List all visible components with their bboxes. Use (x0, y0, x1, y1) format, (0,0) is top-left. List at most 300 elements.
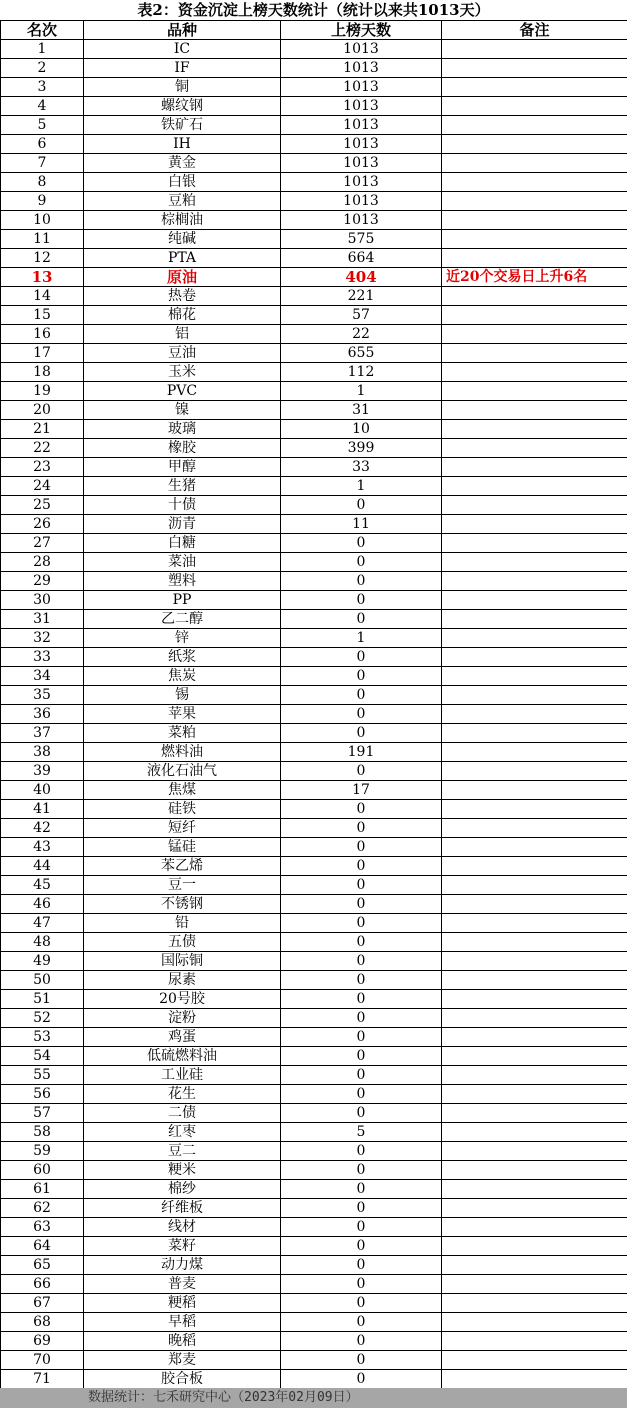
note-cell (442, 534, 627, 553)
variety-cell: 豆一 (84, 876, 281, 895)
rank-cell: 19 (1, 382, 84, 401)
days-cell: 0 (281, 1218, 442, 1237)
note-cell (442, 610, 627, 629)
variety-cell: 沥青 (84, 515, 281, 534)
rank-cell: 64 (1, 1237, 84, 1256)
rank-cell: 33 (1, 648, 84, 667)
rank-cell: 45 (1, 876, 84, 895)
table-row (1, 971, 627, 990)
rank-cell: 24 (1, 477, 84, 496)
days-cell: 31 (281, 401, 442, 420)
rank-cell: 16 (1, 325, 84, 344)
rank-cell: 57 (1, 1104, 84, 1123)
variety-cell: 橡胶 (84, 439, 281, 458)
variety-cell: 乙二醇 (84, 610, 281, 629)
days-cell: 0 (281, 1351, 442, 1370)
table-row (1, 1047, 627, 1066)
days-cell: 221 (281, 287, 442, 306)
table-row (1, 1370, 627, 1389)
table-row (1, 610, 627, 629)
note-cell (442, 629, 627, 648)
rank-cell: 58 (1, 1123, 84, 1142)
days-cell: 404 (281, 268, 442, 287)
note-cell (442, 838, 627, 857)
rank-cell: 7 (1, 154, 84, 173)
table-row (1, 667, 627, 686)
note-cell (442, 344, 627, 363)
note-cell (442, 59, 627, 78)
variety-cell: 早稻 (84, 1313, 281, 1332)
days-cell: 1013 (281, 135, 442, 154)
table-row (1, 420, 627, 439)
variety-cell: 白糖 (84, 534, 281, 553)
note-cell (442, 1294, 627, 1313)
note-cell (442, 1275, 627, 1294)
rank-cell: 70 (1, 1351, 84, 1370)
rank-cell: 4 (1, 97, 84, 116)
note-cell (442, 1066, 627, 1085)
variety-cell: 豆粕 (84, 192, 281, 211)
note-cell (442, 591, 627, 610)
note-cell (442, 192, 627, 211)
days-cell: 399 (281, 439, 442, 458)
variety-cell: 玉米 (84, 363, 281, 382)
note-cell (442, 420, 627, 439)
table-row (1, 1142, 627, 1161)
variety-cell: 尿素 (84, 971, 281, 990)
variety-cell: 豆二 (84, 1142, 281, 1161)
days-cell: 5 (281, 1123, 442, 1142)
table-row (1, 401, 627, 420)
rank-cell: 37 (1, 724, 84, 743)
note-cell (442, 572, 627, 591)
variety-cell: 生猪 (84, 477, 281, 496)
table-row (1, 515, 627, 534)
rank-cell: 25 (1, 496, 84, 515)
note-cell (442, 876, 627, 895)
days-cell: 1013 (281, 173, 442, 192)
table-row (1, 1332, 627, 1351)
variety-cell: 晚稻 (84, 1332, 281, 1351)
note-cell (442, 990, 627, 1009)
table-row (1, 553, 627, 572)
table-row (1, 1275, 627, 1294)
table-row (1, 306, 627, 325)
table-row (1, 819, 627, 838)
rank-cell: 65 (1, 1256, 84, 1275)
rank-cell: 17 (1, 344, 84, 363)
rank-cell: 1 (1, 40, 84, 59)
days-cell: 0 (281, 1294, 442, 1313)
days-cell: 1013 (281, 192, 442, 211)
table-row (1, 1161, 627, 1180)
variety-cell: 工业硅 (84, 1066, 281, 1085)
rank-cell: 44 (1, 857, 84, 876)
note-cell (442, 705, 627, 724)
note-cell (442, 762, 627, 781)
note-cell (442, 230, 627, 249)
rank-cell: 15 (1, 306, 84, 325)
rank-cell: 55 (1, 1066, 84, 1085)
rank-cell: 30 (1, 591, 84, 610)
table-row (1, 496, 627, 515)
table-row (1, 743, 627, 762)
variety-cell: 低硫燃料油 (84, 1047, 281, 1066)
days-cell: 57 (281, 306, 442, 325)
note-cell (442, 914, 627, 933)
note-cell (442, 895, 627, 914)
days-cell: 0 (281, 1199, 442, 1218)
table-row (1, 800, 627, 819)
table-row (1, 116, 627, 135)
days-cell: 0 (281, 819, 442, 838)
variety-cell: 粳稻 (84, 1294, 281, 1313)
variety-cell: 硅铁 (84, 800, 281, 819)
variety-cell: 热卷 (84, 287, 281, 306)
rank-cell: 12 (1, 249, 84, 268)
days-cell: 0 (281, 838, 442, 857)
days-cell: 0 (281, 648, 442, 667)
table-row (1, 249, 627, 268)
days-cell: 0 (281, 1370, 442, 1389)
variety-cell: 镍 (84, 401, 281, 420)
note-cell (442, 439, 627, 458)
variety-cell: 苯乙烯 (84, 857, 281, 876)
variety-cell: 十债 (84, 496, 281, 515)
variety-cell: 螺纹钢 (84, 97, 281, 116)
header-days: 上榜天数 (281, 21, 442, 40)
variety-cell: 棉纱 (84, 1180, 281, 1199)
note-cell (442, 211, 627, 230)
variety-cell: 短纤 (84, 819, 281, 838)
note-cell (442, 116, 627, 135)
rank-cell: 54 (1, 1047, 84, 1066)
note-cell (442, 306, 627, 325)
note-cell (442, 1199, 627, 1218)
rank-cell: 10 (1, 211, 84, 230)
table-row (1, 1294, 627, 1313)
note-cell (442, 952, 627, 971)
table-row (1, 1313, 627, 1332)
days-cell: 575 (281, 230, 442, 249)
rank-cell: 61 (1, 1180, 84, 1199)
variety-cell: 黄金 (84, 154, 281, 173)
days-cell: 0 (281, 990, 442, 1009)
variety-cell: 锌 (84, 629, 281, 648)
variety-cell: 花生 (84, 1085, 281, 1104)
table-row (1, 477, 627, 496)
note-cell (442, 477, 627, 496)
rank-cell: 13 (1, 268, 84, 287)
variety-cell: 红枣 (84, 1123, 281, 1142)
days-cell: 1013 (281, 97, 442, 116)
rank-cell: 34 (1, 667, 84, 686)
footer-source: 数据统计：七禾研究中心（2023年02月09日） (0, 1388, 627, 1408)
note-cell (442, 173, 627, 192)
days-cell: 0 (281, 1085, 442, 1104)
table-row (1, 838, 627, 857)
table-row (1, 952, 627, 971)
rank-cell: 68 (1, 1313, 84, 1332)
table-row (1, 135, 627, 154)
days-cell: 0 (281, 686, 442, 705)
days-cell: 0 (281, 667, 442, 686)
table-row (1, 154, 627, 173)
table-row (1, 1123, 627, 1142)
table-row (1, 1066, 627, 1085)
rank-cell: 60 (1, 1161, 84, 1180)
table-row (1, 895, 627, 914)
table-row (1, 876, 627, 895)
table-row (1, 59, 627, 78)
days-cell: 0 (281, 591, 442, 610)
note-cell (442, 971, 627, 990)
table-row (1, 591, 627, 610)
days-cell: 33 (281, 458, 442, 477)
note-cell (442, 515, 627, 534)
rank-cell: 71 (1, 1370, 84, 1389)
variety-cell: PTA (84, 249, 281, 268)
table-row (1, 97, 627, 116)
rank-cell: 53 (1, 1028, 84, 1047)
days-cell: 0 (281, 1009, 442, 1028)
table-row (1, 230, 627, 249)
note-cell (442, 154, 627, 173)
note-cell (442, 401, 627, 420)
variety-cell: 粳米 (84, 1161, 281, 1180)
table-row (1, 40, 627, 59)
rank-cell: 29 (1, 572, 84, 591)
note-cell (442, 1237, 627, 1256)
rank-cell: 48 (1, 933, 84, 952)
days-cell: 0 (281, 1142, 442, 1161)
days-cell: 1 (281, 477, 442, 496)
variety-cell: 棕榈油 (84, 211, 281, 230)
days-cell: 0 (281, 933, 442, 952)
variety-cell: 纯碱 (84, 230, 281, 249)
note-cell: 近20个交易日上升6名 (442, 268, 627, 287)
days-cell: 1013 (281, 40, 442, 59)
table-row (1, 287, 627, 306)
table-title: 表2：资金沉淀上榜天数统计（统计以来共1013天） (0, 0, 627, 21)
days-cell: 0 (281, 553, 442, 572)
note-cell (442, 1142, 627, 1161)
table-row (1, 78, 627, 97)
variety-cell: 铁矿石 (84, 116, 281, 135)
rank-cell: 6 (1, 135, 84, 154)
days-cell: 1013 (281, 154, 442, 173)
variety-cell: 国际铜 (84, 952, 281, 971)
rank-cell: 56 (1, 1085, 84, 1104)
variety-cell: PP (84, 591, 281, 610)
note-cell (442, 1180, 627, 1199)
days-cell: 0 (281, 1104, 442, 1123)
variety-cell: 铅 (84, 914, 281, 933)
days-cell: 0 (281, 1066, 442, 1085)
header-variety: 品种 (84, 21, 281, 40)
rank-cell: 31 (1, 610, 84, 629)
table-row (1, 1180, 627, 1199)
rank-cell: 8 (1, 173, 84, 192)
note-cell (442, 1085, 627, 1104)
note-cell (442, 1161, 627, 1180)
variety-cell: 郑麦 (84, 1351, 281, 1370)
days-cell: 0 (281, 1275, 442, 1294)
rank-cell: 36 (1, 705, 84, 724)
table-row (1, 724, 627, 743)
rank-cell: 41 (1, 800, 84, 819)
table-row (1, 781, 627, 800)
table-row (1, 762, 627, 781)
table-row (1, 1237, 627, 1256)
note-cell (442, 857, 627, 876)
rank-cell: 23 (1, 458, 84, 477)
note-cell (442, 648, 627, 667)
variety-cell: 焦炭 (84, 667, 281, 686)
variety-cell: 二债 (84, 1104, 281, 1123)
days-cell: 10 (281, 420, 442, 439)
note-cell (442, 249, 627, 268)
variety-cell: 液化石油气 (84, 762, 281, 781)
table-row (1, 534, 627, 553)
days-cell: 0 (281, 952, 442, 971)
note-cell (442, 1351, 627, 1370)
table-row (1, 933, 627, 952)
table-row (1, 914, 627, 933)
variety-cell: 普麦 (84, 1275, 281, 1294)
days-cell: 11 (281, 515, 442, 534)
table-row (1, 1085, 627, 1104)
variety-cell: 纸浆 (84, 648, 281, 667)
note-cell (442, 325, 627, 344)
days-cell: 191 (281, 743, 442, 762)
note-cell (442, 1028, 627, 1047)
table-row (1, 648, 627, 667)
note-cell (442, 1104, 627, 1123)
table-row (1, 1256, 627, 1275)
note-cell (442, 496, 627, 515)
variety-cell: 纤维板 (84, 1199, 281, 1218)
days-cell: 0 (281, 895, 442, 914)
variety-cell: 菜油 (84, 553, 281, 572)
table-row (1, 211, 627, 230)
note-cell (442, 819, 627, 838)
variety-cell: 燃料油 (84, 743, 281, 762)
rank-cell: 28 (1, 553, 84, 572)
days-cell: 0 (281, 1256, 442, 1275)
variety-cell: 白银 (84, 173, 281, 192)
days-cell: 0 (281, 1313, 442, 1332)
days-cell: 0 (281, 1161, 442, 1180)
rank-cell: 32 (1, 629, 84, 648)
table-row (1, 439, 627, 458)
days-cell: 0 (281, 724, 442, 743)
ranking-table (0, 20, 627, 1389)
variety-cell: 菜籽 (84, 1237, 281, 1256)
note-cell (442, 1047, 627, 1066)
rank-cell: 2 (1, 59, 84, 78)
note-cell (442, 287, 627, 306)
days-cell: 112 (281, 363, 442, 382)
note-cell (442, 1313, 627, 1332)
rank-cell: 38 (1, 743, 84, 762)
rank-cell: 47 (1, 914, 84, 933)
rank-cell: 20 (1, 401, 84, 420)
rank-cell: 35 (1, 686, 84, 705)
table-row (1, 990, 627, 1009)
days-cell: 0 (281, 572, 442, 591)
rank-cell: 66 (1, 1275, 84, 1294)
rank-cell: 21 (1, 420, 84, 439)
note-cell (442, 382, 627, 401)
variety-cell: 菜粕 (84, 724, 281, 743)
variety-cell: 不锈钢 (84, 895, 281, 914)
days-cell: 0 (281, 1028, 442, 1047)
rank-cell: 59 (1, 1142, 84, 1161)
days-cell: 0 (281, 1047, 442, 1066)
note-cell (442, 724, 627, 743)
rank-cell: 62 (1, 1199, 84, 1218)
rank-cell: 69 (1, 1332, 84, 1351)
variety-cell: 线材 (84, 1218, 281, 1237)
variety-cell: IF (84, 59, 281, 78)
table-row (1, 363, 627, 382)
table-row (1, 1218, 627, 1237)
rank-cell: 22 (1, 439, 84, 458)
days-cell: 1013 (281, 78, 442, 97)
rank-cell: 67 (1, 1294, 84, 1313)
rank-cell: 9 (1, 192, 84, 211)
variety-cell: 锡 (84, 686, 281, 705)
days-cell: 0 (281, 914, 442, 933)
note-cell (442, 553, 627, 572)
days-cell: 0 (281, 971, 442, 990)
days-cell: 0 (281, 610, 442, 629)
rank-cell: 5 (1, 116, 84, 135)
days-cell: 0 (281, 1180, 442, 1199)
table-row (1, 382, 627, 401)
variety-cell: 动力煤 (84, 1256, 281, 1275)
days-cell: 0 (281, 762, 442, 781)
table-row (1, 705, 627, 724)
variety-cell: 豆油 (84, 344, 281, 363)
variety-cell: 淀粉 (84, 1009, 281, 1028)
variety-cell: 棉花 (84, 306, 281, 325)
note-cell (442, 686, 627, 705)
variety-cell: 锰硅 (84, 838, 281, 857)
days-cell: 664 (281, 249, 442, 268)
variety-cell: 甲醇 (84, 458, 281, 477)
days-cell: 1013 (281, 59, 442, 78)
note-cell (442, 363, 627, 382)
note-cell (442, 1256, 627, 1275)
table-row (1, 268, 627, 287)
note-cell (442, 781, 627, 800)
rank-cell: 39 (1, 762, 84, 781)
days-cell: 1013 (281, 116, 442, 135)
rank-cell: 42 (1, 819, 84, 838)
table-row (1, 192, 627, 211)
note-cell (442, 800, 627, 819)
variety-cell: 原油 (84, 268, 281, 287)
rank-cell: 26 (1, 515, 84, 534)
days-cell: 1013 (281, 211, 442, 230)
variety-cell: 铝 (84, 325, 281, 344)
variety-cell: 胶合板 (84, 1370, 281, 1389)
header-rank: 名次 (1, 21, 84, 40)
variety-cell: 塑料 (84, 572, 281, 591)
days-cell: 0 (281, 1237, 442, 1256)
